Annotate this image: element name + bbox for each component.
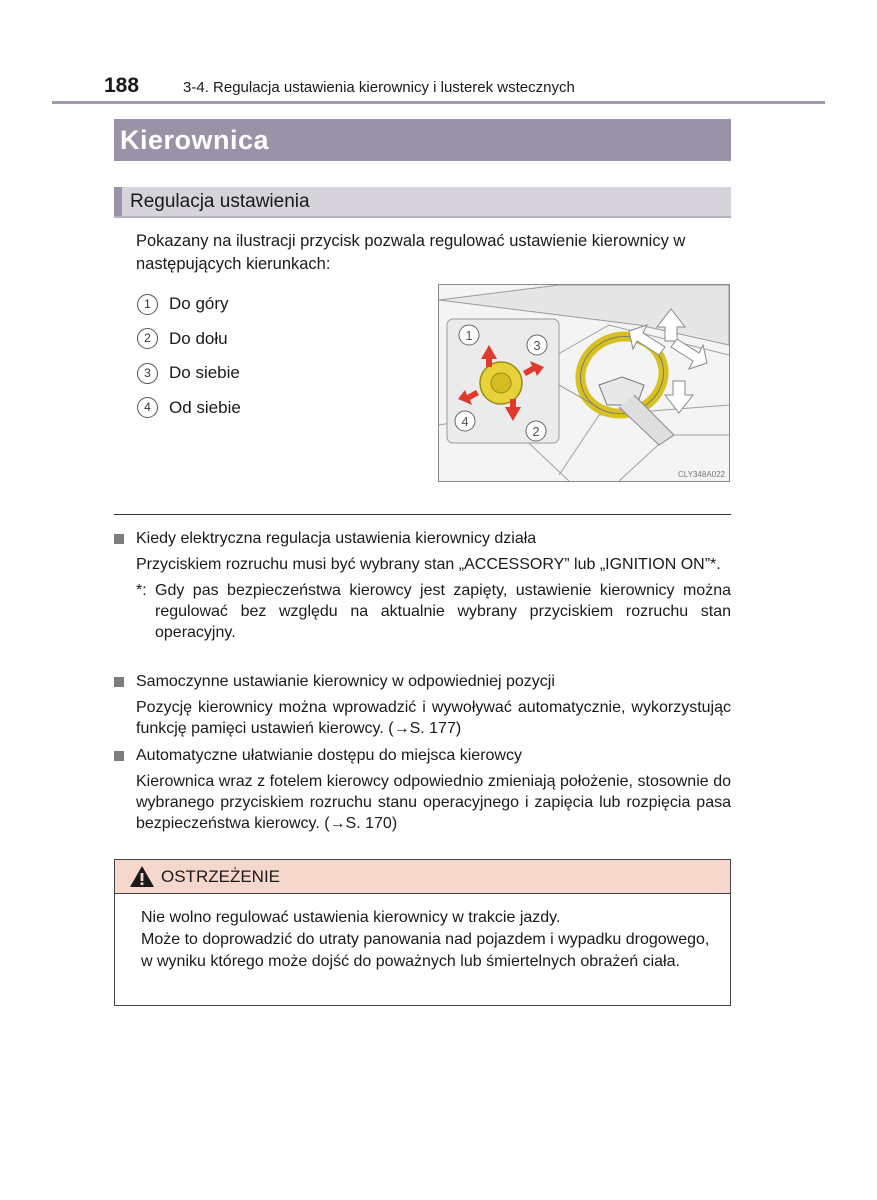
direction-number: 2 <box>137 328 158 349</box>
bullet-square-icon <box>114 677 124 687</box>
page-number: 188 <box>104 74 140 97</box>
direction-item <box>137 287 241 322</box>
direction-label: Od siebie <box>169 397 241 417</box>
info-block-heading <box>114 745 731 767</box>
direction-item <box>137 322 241 357</box>
callout-2-label: 2 <box>532 424 540 439</box>
intro-text: Pokazany na ilustracji przycisk pozwala regulować ustawienie kierownicy w następujących kierunkach: <box>136 232 686 273</box>
warning-header <box>115 860 730 894</box>
header-rule <box>52 101 825 104</box>
direction-label: Do dołu <box>169 328 228 348</box>
bullet-square-icon <box>114 751 124 761</box>
info-block-heading-text: Kiedy elektryczna regulacja ustawienia kierownicy działa <box>136 530 537 547</box>
divider <box>114 514 731 515</box>
info-block <box>114 671 731 739</box>
callout-1-label: 1 <box>465 328 473 343</box>
warning-title: OSTRZEŻENIE <box>161 866 281 886</box>
footnote-mark: *: <box>136 582 147 599</box>
warning-triangle-icon <box>129 865 155 888</box>
direction-item <box>137 356 241 391</box>
direction-list <box>137 287 241 425</box>
chapter-title: 3-4. Regulacja ustawienia kierownicy i lusterek wstecznych <box>183 79 575 96</box>
info-block-heading <box>114 528 731 550</box>
direction-number: 1 <box>137 294 158 315</box>
illustration-code: CLY348A022 <box>678 470 725 479</box>
adjust-switch-center <box>491 373 511 393</box>
warning-box <box>114 859 731 1006</box>
direction-label: Do góry <box>169 294 229 314</box>
info-block-heading <box>114 671 731 693</box>
bullet-square-icon <box>114 534 124 544</box>
subsection-bar <box>114 187 731 218</box>
info-block-body: Pozycję kierownicy można wprowadzić i wywoływać automatycznie, wykorzystując funkcję pamięci ustawień kierowcy. (→S. 177) <box>136 699 731 737</box>
warning-body <box>115 894 730 973</box>
subsection-title: Regulacja ustawienia <box>130 191 310 212</box>
direction-item <box>137 391 241 426</box>
direction-label: Do siebie <box>169 363 240 383</box>
callout-3 <box>527 335 547 355</box>
info-block-heading-text: Samoczynne ustawianie kierownicy w odpowiedniej pozycji <box>136 673 555 690</box>
info-block-heading-text: Automatyczne ułatwianie dostępu do miejsca kierowcy <box>136 747 522 764</box>
warning-line: Może to doprowadzić do utraty panowania nad pojazdem i wypadku drogowego, w wyniku którego może dojść do poważnych lub śmiertelnych obrażeń ciała. <box>141 931 710 970</box>
section-title: Kierownica <box>114 119 731 161</box>
callout-3-label: 3 <box>533 338 541 353</box>
footnote-text: Gdy pas bezpieczeństwa kierowcy jest zapięty, ustawienie kierownicy można regulować bez względu na aktualnie wybrany przyciskiem rozruchu stan operacyjny. <box>155 582 731 641</box>
info-block <box>114 745 731 834</box>
info-block-body: Kierownica wraz z fotelem kierowcy odpowiednio zmieniają położenie, stosownie do wybranego przyciskiem rozruchu stanu operacyjnego i zapięcia lub rozpięcia pasa bezpieczeństwa kierowcy. (→S. 170) <box>136 773 731 832</box>
callout-4-label: 4 <box>461 414 469 429</box>
subsection-accent <box>114 187 122 216</box>
info-block <box>114 528 731 643</box>
direction-number: 4 <box>137 397 158 418</box>
footnote <box>114 580 731 643</box>
direction-number: 3 <box>137 363 158 384</box>
callout-2 <box>526 421 546 441</box>
info-block-body: Przyciskiem rozruchu musi być wybrany stan „ACCESSORY” lub „IGNITION ON”*. <box>136 556 721 573</box>
callout-1 <box>459 325 479 345</box>
steering-illustration-drawing <box>439 285 729 481</box>
warning-line: Nie wolno regulować ustawienia kierownicy w trakcie jazdy. <box>141 909 561 926</box>
callout-4 <box>455 411 475 431</box>
steering-illustration <box>438 284 730 482</box>
